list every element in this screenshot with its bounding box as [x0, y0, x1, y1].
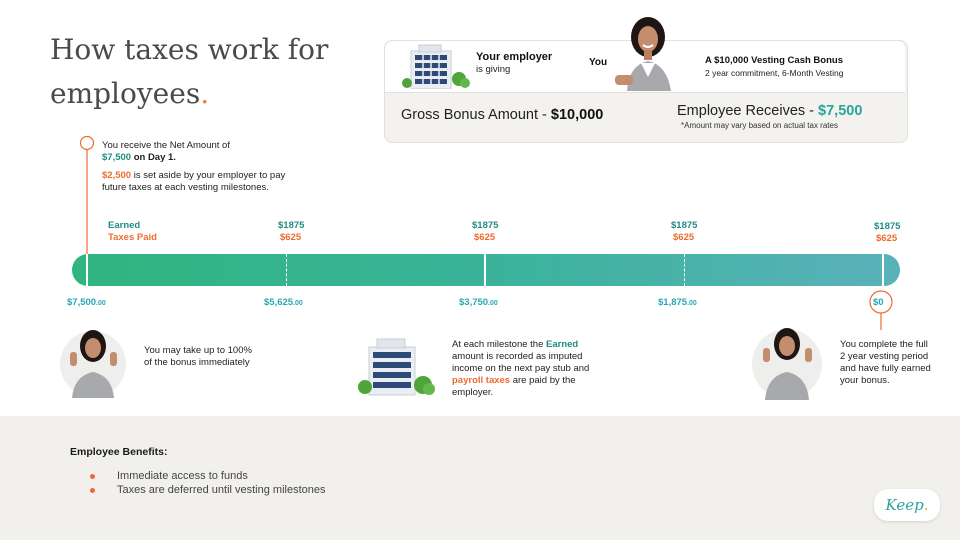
legend-taxes-paid: Taxes Paid	[108, 232, 157, 243]
gross-bonus-amount: Gross Bonus Amount - $10,000	[401, 107, 604, 123]
milestone-2-earned: $1875	[472, 220, 499, 231]
benefits-title: Employee Benefits:	[70, 446, 168, 458]
employee-celebrating-icon	[58, 320, 128, 400]
axis-value-2: $3,750.00	[459, 297, 498, 308]
milestone-3-earned: $1875	[671, 220, 698, 231]
employee-portrait-icon	[613, 11, 683, 93]
benefit-item: Taxes are deferred until vesting milestones	[90, 484, 326, 496]
vesting-complete-note: You complete the full 2 year vesting period and have fully earned your bonus.	[840, 339, 931, 386]
net-amount-callout: You receive the Net Amount of $7,500 on Day 1.	[102, 140, 230, 163]
keep-logo: Keep.	[874, 489, 940, 521]
employee-celebrating-icon-2	[749, 318, 825, 402]
milestone-2-tax: $625	[474, 232, 496, 243]
timeline-divider-2	[484, 254, 486, 286]
milestone-4-earned: $1875	[874, 221, 901, 232]
axis-value-3: $1,875.00	[658, 297, 697, 308]
legend-earned: Earned	[108, 220, 141, 231]
milestone-3-tax: $625	[673, 232, 695, 243]
day-one-marker-line	[78, 134, 98, 258]
bullet-icon	[90, 488, 95, 493]
timeline-start-divider	[86, 254, 88, 286]
set-aside-note: $2,500 is set aside by your employer to pay future taxes at each vesting milestones.	[102, 170, 286, 193]
tax-rate-disclaimer: *Amount may vary based on actual tax rates	[681, 121, 838, 130]
axis-value-0: $7,500.00	[67, 297, 106, 308]
bullet-icon	[90, 474, 95, 479]
you-label: You	[589, 57, 608, 68]
timeline-divider-3	[684, 254, 685, 286]
milestone-1-earned: $1875	[278, 220, 305, 231]
employee-receives-amount: Employee Receives - $7,500	[677, 103, 863, 119]
milestone-explanation-note: At each milestone the Earned amount is recorded as imputed income on the next pay stub and payroll taxes are paid by the employer.	[452, 339, 590, 398]
timeline-divider-1	[286, 254, 287, 286]
benefit-item: Immediate access to funds	[90, 470, 248, 482]
axis-value-1: $5,625.00	[264, 297, 303, 308]
bonus-title: A $10,000 Vesting Cash Bonus	[705, 55, 843, 66]
office-building-icon-2	[355, 333, 435, 397]
bonus-subtitle: 2 year commitment, 6-Month Vesting	[705, 68, 844, 78]
milestone-4-tax: $625	[876, 233, 898, 244]
axis-value-4: $0	[873, 297, 884, 308]
bonus-summary-card	[384, 40, 908, 143]
timeline-end-divider	[882, 254, 884, 286]
employer-label: Your employer	[476, 51, 553, 63]
milestone-1-tax: $625	[280, 232, 302, 243]
employer-sub: is giving	[476, 64, 511, 75]
immediate-access-note: You may take up to 100% of the bonus immediately	[144, 345, 252, 368]
page-title: How taxes work for employees.	[50, 33, 329, 110]
vesting-complete-marker	[867, 288, 897, 332]
vesting-timeline-bar	[72, 254, 900, 286]
office-building-icon	[395, 43, 475, 89]
